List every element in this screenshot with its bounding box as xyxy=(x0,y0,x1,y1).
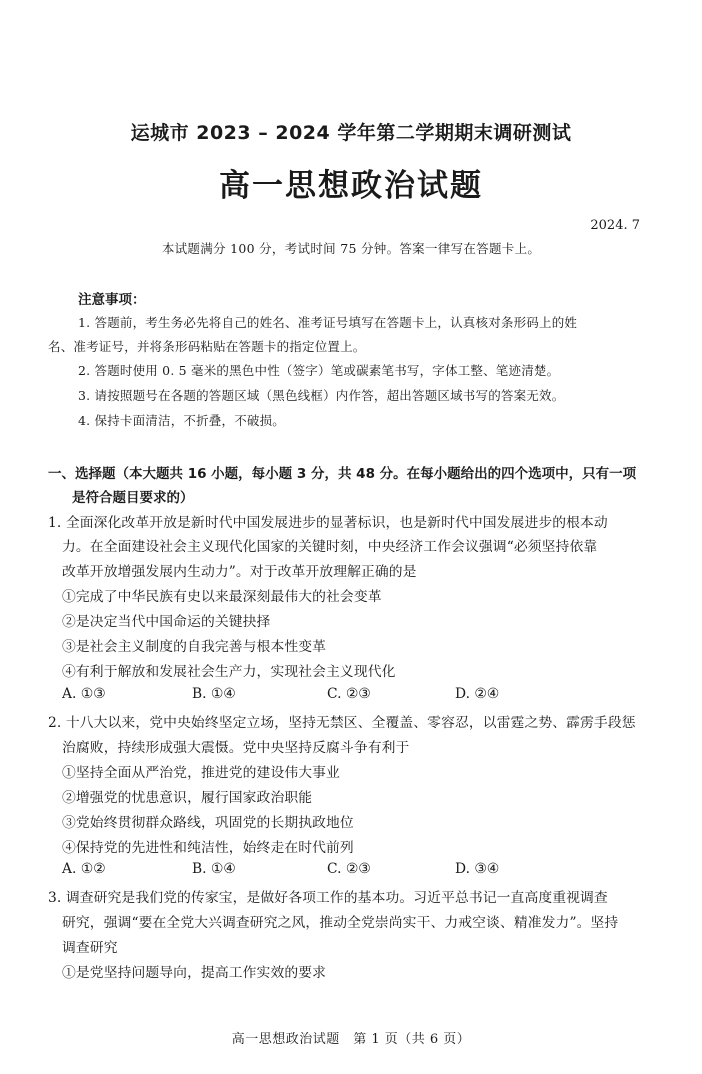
notice-item-2: 2. 答题时使用 0. 5 毫米的黑色中性（签字）笔或碳素笔书写，字体工整、笔迹清楚。 xyxy=(78,363,560,378)
question-1-option-a: A. ①③ xyxy=(62,686,106,702)
question-2-statement: ④保持党的先进性和纯洁性，始终走在时代前列 xyxy=(62,840,354,856)
question-2-statement: ②增强党的忧患意识，履行国家政治职能 xyxy=(62,790,313,806)
question-3-stem: 调查研究 xyxy=(62,940,118,956)
question-2-statement: ③党始终贯彻群众路线，巩固党的长期执政地位 xyxy=(62,815,354,831)
question-2-option-c: C. ②③ xyxy=(327,861,371,877)
notice-item-4: 4. 保持卡面清洁，不折叠，不破损。 xyxy=(78,413,286,428)
notice-heading: 注意事项： xyxy=(78,292,146,308)
exam-date: 2024. 7 xyxy=(590,218,640,233)
question-1-statement: ①完成了中华民族有史以来最深刻最伟大的社会变革 xyxy=(62,589,382,605)
exam-intro: 本试题满分 100 分，考试时间 75 分钟。答案一律写在答题卡上。 xyxy=(161,241,541,256)
question-1-stem: 改革开放增强发展内生动力”。对于改革开放理解正确的是 xyxy=(62,564,417,580)
question-1-option-d: D. ②④ xyxy=(455,686,500,702)
question-3-statement: ①是党坚持问题导向，提高工作实效的要求 xyxy=(62,965,327,981)
question-1-option-b: B. ①④ xyxy=(192,686,236,702)
notice-item-3: 3. 请按照题号在各题的答题区域（黑色线框）内作答，超出答题区域书写的答案无效。 xyxy=(78,388,565,403)
question-2-option-b: B. ①④ xyxy=(192,861,236,877)
question-1-stem: 1. 全面深化改革开放是新时代中国发展进步的显著标识，也是新时代中国发展进步的根本动 xyxy=(48,515,608,531)
question-2-stem: 2. 十八大以来，党中央始终坚定立场，坚持无禁区、全覆盖、零容忍，以雷霆之势、霹雳手段惩 xyxy=(48,715,636,731)
subject-title: 高一思想政治试题 xyxy=(219,168,483,204)
notice-item-1-cont: 名、准考证号，并将条形码粘贴在答题卡的指定位置上。 xyxy=(48,339,366,354)
question-1-statement: ④有利于解放和发展社会生产力，实现社会主义现代化 xyxy=(62,664,396,680)
question-1-statement: ③是社会主义制度的自我完善与根本性变革 xyxy=(62,639,327,655)
question-2-stem: 治腐败，持续形成强大震慑。党中央坚持反腐斗争有利于 xyxy=(62,740,410,756)
question-2-option-a: A. ①② xyxy=(62,861,106,877)
question-1-option-c: C. ②③ xyxy=(327,686,371,702)
question-1-stem: 力。在全面建设社会主义现代化国家的关键时刻，中央经济工作会议强调“必须坚持依靠 xyxy=(62,539,598,555)
section-title-cont: 是符合题目要求的） xyxy=(72,490,194,506)
exam-title: 运城市 2023 – 2024 学年第二学期期末调研测试 xyxy=(130,122,572,144)
question-3-stem: 研究，强调“要在全党大兴调查研究之风，推动全党崇尚实干、力戒空谈、精准发力”。坚持 xyxy=(62,915,619,931)
question-3-stem: 3. 调查研究是我们党的传家宝，是做好各项工作的基本功。习近平总书记一直高度重视调查 xyxy=(48,890,608,906)
notice-item-1: 1. 答题前，考生务必先将自己的姓名、准考证号填写在答题卡上，认真核对条形码上的姓 xyxy=(78,315,578,330)
section-title: 一、选择题（本大题共 16 小题，每小题 3 分，共 48 分。在每小题给出的四个选项中，只有一项 xyxy=(48,466,637,482)
question-2-option-d: D. ③④ xyxy=(455,861,500,877)
page-footer: 高一思想政治试题 第 1 页（共 6 页） xyxy=(231,1032,471,1047)
question-1-statement: ②是决定当代中国命运的关键抉择 xyxy=(62,614,271,630)
question-2-statement: ①坚持全面从严治党，推进党的建设伟大事业 xyxy=(62,765,340,781)
